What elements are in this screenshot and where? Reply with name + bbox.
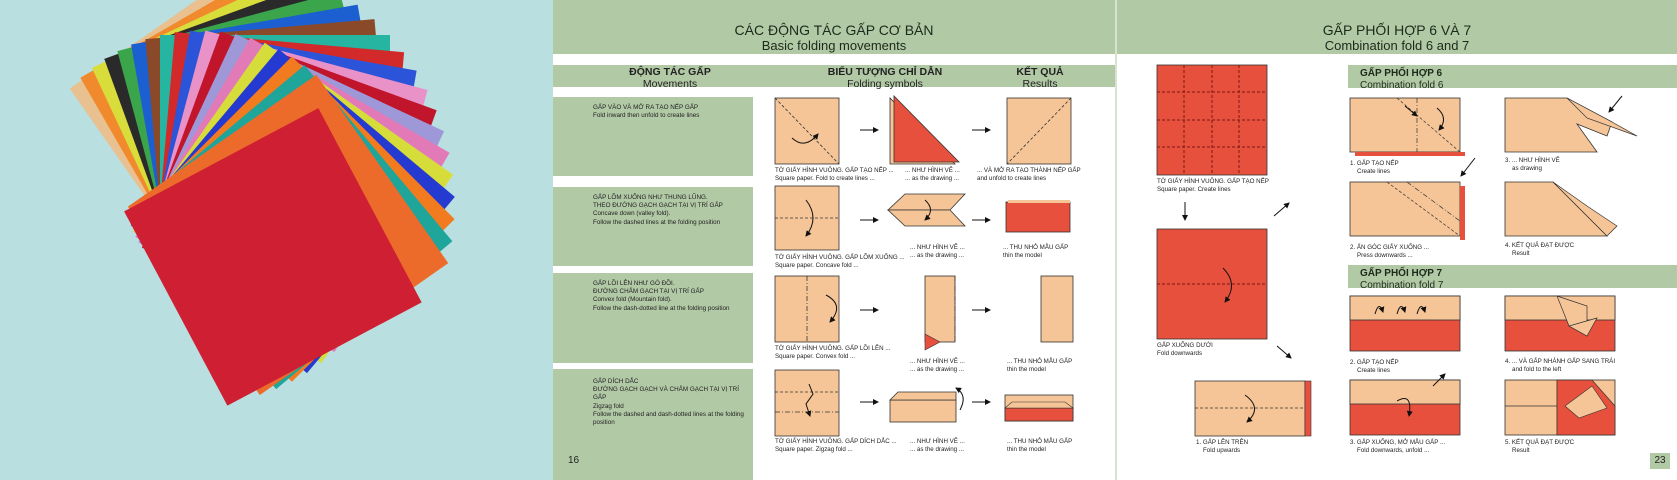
fold-down-square — [1157, 229, 1267, 339]
fold-up-rect — [1195, 381, 1311, 436]
caption-s6-1: 1. GẤP TẠO NẾP Create lines — [1350, 160, 1399, 176]
caption-s6-4: 4. KẾT QUẢ ĐẠT ĐƯỢC Result — [1505, 242, 1575, 258]
caption-r4-1: TỜ GIẤY HÌNH VUÔNG. GẤP DÍCH DẮC ... Square paper. Zigzag fold ... — [775, 438, 897, 454]
caption-r1-3: ... VÀ MỞ RA TẠO THÀNH NẾP GẤP and unfold to create lines — [977, 167, 1081, 183]
caption-r1-1: TỜ GIẤY HÌNH VUÔNG. GẤP TẠO NẾP ... Square paper. Fold to create lines ... — [775, 167, 894, 183]
caption-s7-5: 5. KẾT QUẢ ĐẠT ĐƯỢC Result — [1505, 439, 1575, 455]
row2-step2 — [888, 194, 965, 226]
row2-result — [1006, 200, 1070, 232]
s7-step5 — [1505, 380, 1615, 435]
caption-s7-4: 4. ... VÀ GẤP NHÁNH GẤP SANG TRÁI and fold to the left — [1505, 358, 1616, 374]
arrow-up-right-icon — [1274, 203, 1289, 216]
row3-step2 — [925, 276, 955, 350]
row-desc-4: GẤP DÍCH DẮC ĐƯỜNG GẠCH GẠCH VÀ CHẤM GẠCH TẠI VỊ TRÍ GẤP Zigzag fold Follow the dashed and dash-dotted lines at the folding position — [553, 369, 753, 480]
paper-fan-illustration — [0, 0, 553, 480]
caption-r3-1: TỜ GIẤY HÌNH VUÔNG. GẤP LỒI LÊN ... Square paper. Convex fold ... — [775, 345, 891, 361]
page-number-16: 16 — [568, 455, 580, 466]
caption-r3-2: ... NHƯ HÌNH VẼ ... ... as the drawing ... — [910, 358, 965, 374]
origami-paper-photo — [0, 0, 553, 480]
page-23-header — [1117, 0, 1677, 54]
s7-step3 — [1350, 374, 1460, 435]
row-desc-2: GẤP LÕM XUỐNG NHƯ THUNG LŨNG. THEO ĐƯỜNG GẠCH GẠCH TẠI VỊ TRÍ GẤP Concave down (valley fold). Follow the dashed lines at the folding position — [553, 187, 753, 266]
page-number-23: 23 — [1650, 453, 1670, 469]
caption-r3-3: ... THU NHỎ MẪU GẤP thin the model — [1007, 358, 1073, 374]
grid-square — [1157, 65, 1267, 175]
page-16-subtitle: Basic folding movements — [761, 37, 907, 53]
basic-folding-diagrams — [760, 90, 1115, 480]
caption-r4-2: ... NHƯ HÌNH VẼ ... ... as the drawing ... — [910, 438, 965, 454]
caption-s7-3: 3. GẤP XUỐNG, MỞ MẪU GẤP ... Fold downwards, unfold ... — [1350, 439, 1446, 455]
caption-s6-3: 3. ... NHƯ HÌNH VẼ as drawing — [1505, 157, 1560, 173]
caption-r4-3: ... THU NHỎ MẪU GẤP thin the model — [1007, 438, 1073, 454]
s7-step4 — [1505, 296, 1615, 351]
row1-result — [1007, 98, 1071, 164]
row4-step2 — [890, 388, 963, 422]
caption-grid-square: TỜ GIẤY HÌNH VUÔNG. GẤP TẠO NẾP Square paper. Create lines — [1157, 178, 1269, 194]
page-23-title: GẤP PHỐI HỢP 6 VÀ 7 — [1322, 22, 1472, 38]
s7-step2 — [1350, 296, 1460, 351]
column-header-movements: ĐỘNG TÁC GẤP Movements — [629, 66, 711, 91]
row3-step1 — [775, 276, 839, 342]
page-23-subtitle: Combination fold 6 and 7 — [1324, 37, 1470, 53]
s6-step3 — [1505, 96, 1637, 152]
column-header-symbols: BIỂU TƯỢNG CHỈ DẪN Folding symbols — [827, 66, 943, 91]
section-7-header: GẤP PHỐI HỢP 7 Combination fold 7 — [1348, 265, 1677, 288]
caption-s6-2: 2. ẤN GÓC GIẤY XUỐNG ... Press downwards ... — [1350, 244, 1429, 260]
caption-r2-3: ... THU NHỎ MẪU GẤP thin the model — [1003, 244, 1069, 260]
row-desc-1: GẤP VÀO VÀ MỞ RA TẠO NẾP GẤP Fold inward then unfold to create lines — [553, 97, 753, 176]
s6-step1 — [1350, 98, 1465, 156]
caption-fold-up: 1. GẤP LÊN TRÊN Fold upwards — [1196, 439, 1249, 455]
combination-fold-diagrams — [1117, 56, 1677, 480]
row3-result — [1041, 276, 1073, 342]
caption-s7-2: 2. GẤP TẠO NẾP Create lines — [1350, 359, 1399, 375]
caption-r1-2: ... NHƯ HÌNH VẼ ... ... as the drawing ... — [905, 167, 960, 183]
row1-step1 — [775, 98, 839, 164]
s6-step4 — [1505, 182, 1617, 236]
column-header-results: KẾT QUẢ Results — [1016, 66, 1064, 91]
arrow-down-right-icon — [1277, 346, 1291, 358]
row4-result — [1005, 395, 1073, 421]
row-desc-3: GẤP LỒI LÊN NHƯ GÒ ĐỒI. ĐƯỜNG CHẤM GẠCH TẠI VỊ TRÍ GẤP Convex fold (Mountain fold). Follow the dash-dotted line at the folding position — [553, 273, 753, 363]
page-16-header — [553, 0, 1115, 54]
caption-r2-2: ... NHƯ HÌNH VẼ ... ... as the drawing ... — [910, 244, 965, 260]
page-16-title: CÁC ĐỘNG TÁC GẤP CƠ BẢN — [734, 22, 934, 38]
section-6-header: GẤP PHỐI HỢP 6 Combination fold 6 — [1348, 65, 1677, 88]
caption-r2-1: TỜ GIẤY HÌNH VUÔNG. GẤP LÕM XUỐNG ... Square paper. Concave fold ... — [775, 254, 905, 270]
row2-step1 — [775, 186, 839, 250]
row4-step1 — [775, 370, 839, 436]
caption-fold-down: GẤP XUỐNG DƯỚI Fold downwards — [1157, 342, 1213, 358]
row1-step2 — [890, 96, 959, 164]
